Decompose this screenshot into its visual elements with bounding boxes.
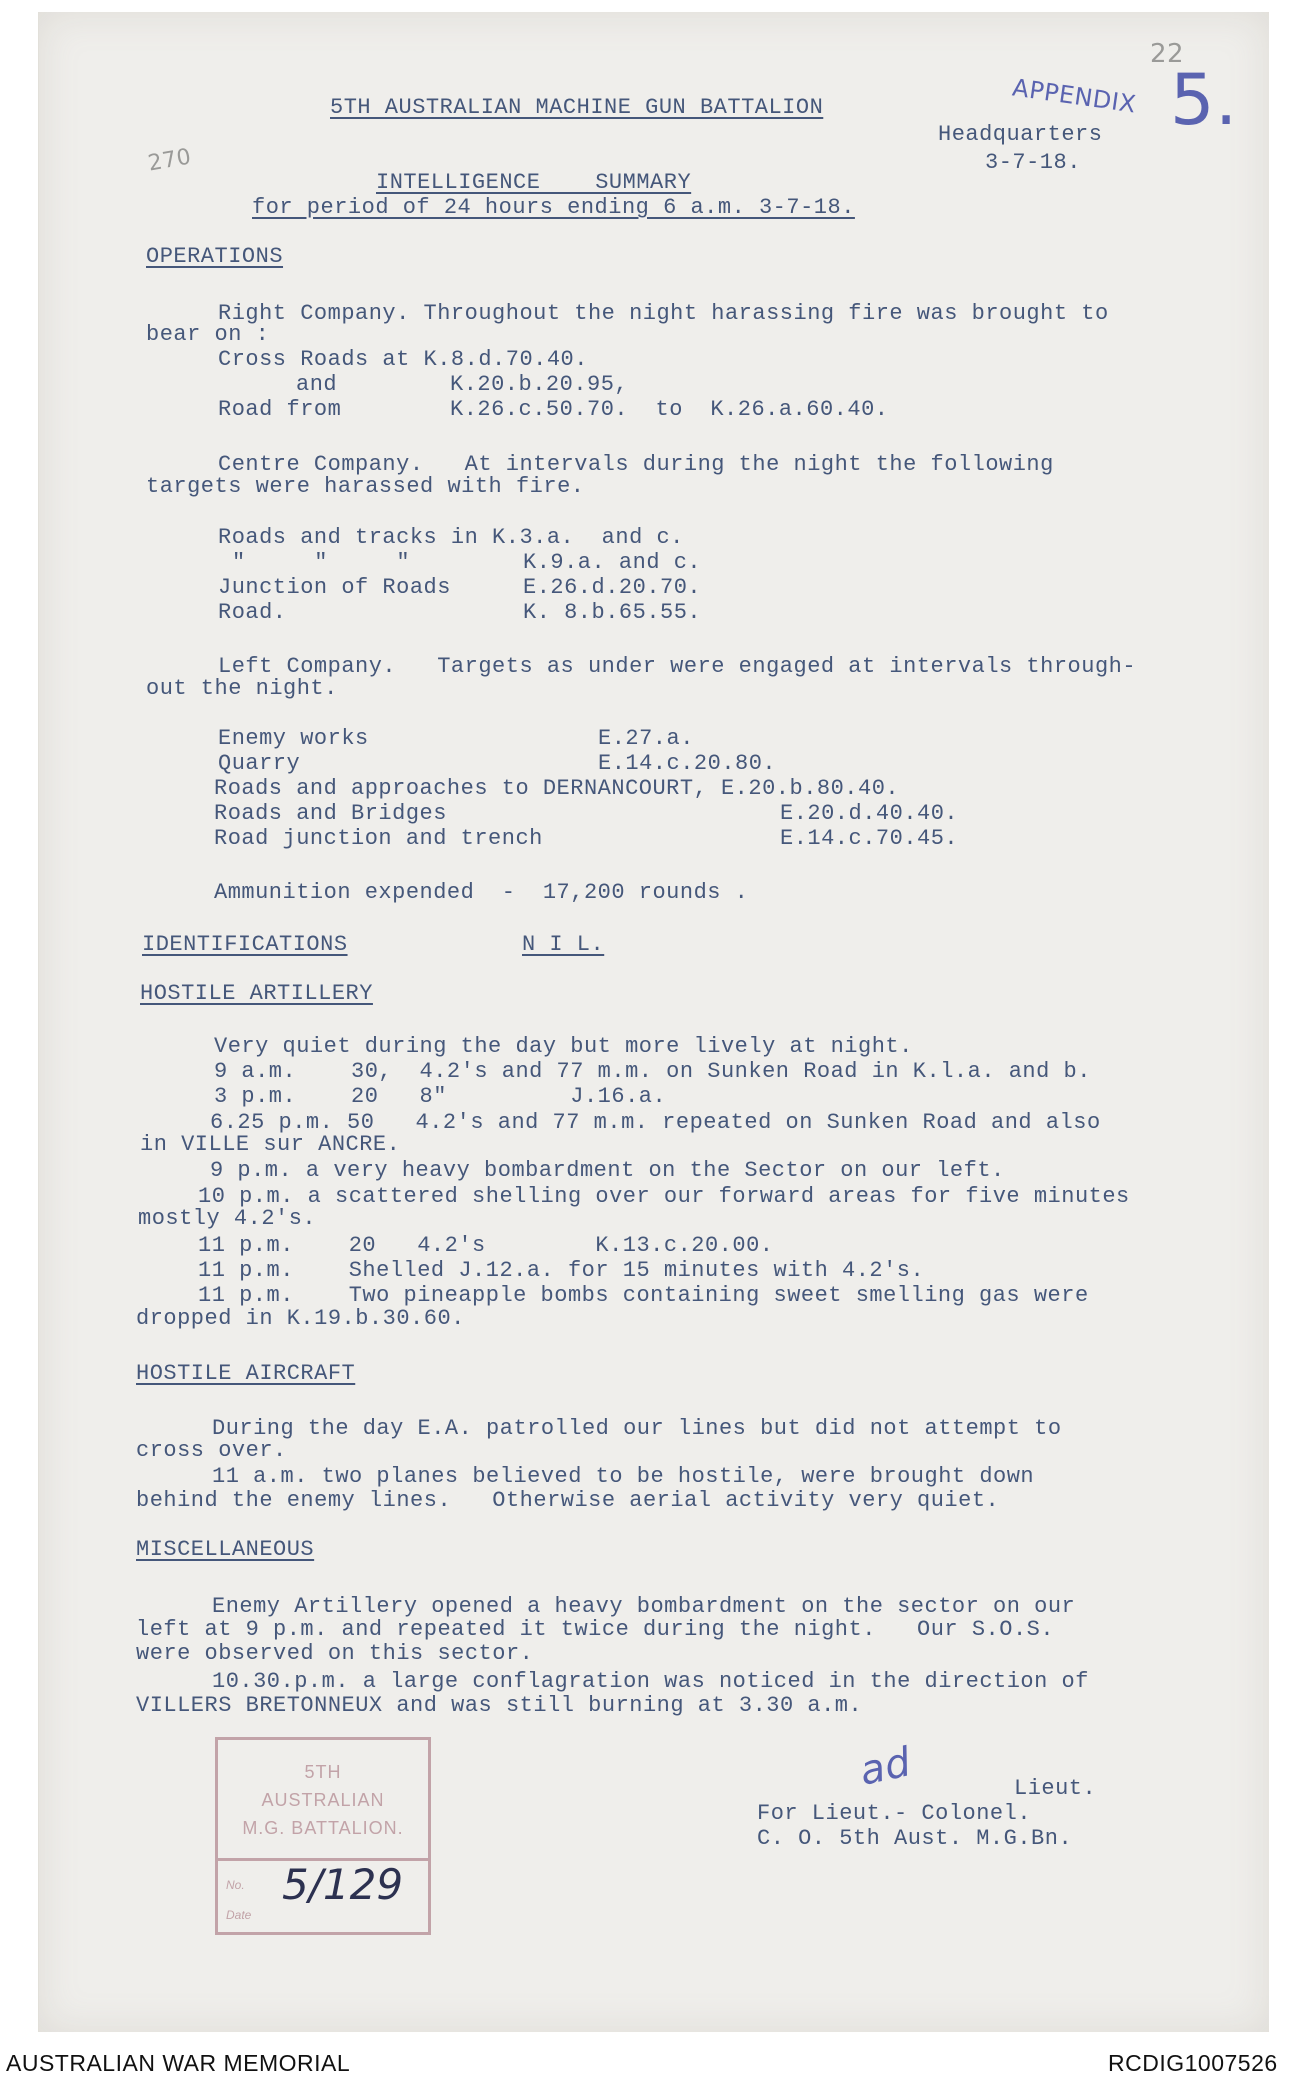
artillery-line: 11 p.m. 20 4.2's K.13.c.20.00.: [198, 1233, 774, 1258]
ops-right-line: Cross Roads at K.8.d.70.40.: [218, 347, 588, 372]
ops-left-line: E.14.c.20.80.: [598, 751, 777, 776]
ops-right-line: Road from: [218, 397, 342, 422]
stamp-line: M.G. BATTALION.: [242, 1818, 404, 1838]
artillery-line: 11 p.m. Two pineapple bombs containing sweet smelling gas were: [198, 1283, 1089, 1308]
ammunition-expended: Ammunition expended - 17,200 rounds .: [214, 880, 749, 905]
footer-archive: AUSTRALIAN WAR MEMORIAL: [6, 2050, 351, 2076]
ops-left-line: Road junction and trench: [214, 826, 543, 851]
archive-mark: 270: [146, 144, 194, 177]
identifications-heading: IDENTIFICATIONS: [142, 932, 348, 957]
ops-right-line: and: [296, 372, 338, 397]
summary-subtitle: for period of 24 hours ending 6 a.m. 3-7-18.: [252, 195, 855, 220]
ops-left-line: Enemy works: [218, 726, 369, 751]
identifications-value: N I L.: [522, 932, 605, 957]
artillery-heading: HOSTILE ARTILLERY: [140, 981, 373, 1006]
ops-centre-line: Centre Company. At intervals during the night the following: [218, 452, 1054, 477]
stamp-line: AUSTRALIAN: [261, 1790, 385, 1810]
ops-left-line: Quarry: [218, 751, 301, 776]
ops-right-line: bear on :: [146, 322, 270, 347]
hq-date: 3-7-18.: [985, 150, 1081, 175]
ops-right-line: Right Company. Throughout the night harassing fire was brought to: [218, 301, 1109, 326]
artillery-line: 9 p.m. a very heavy bombardment on the Sector on our left.: [210, 1158, 1005, 1183]
page-number: 22: [1150, 39, 1185, 69]
misc-line: left at 9 p.m. and repeated it twice during the night. Our S.O.S.: [136, 1617, 1055, 1642]
unit-heading: 5TH AUSTRALIAN MACHINE GUN BATTALION: [330, 95, 824, 120]
ops-centre-line: K.9.a. and c.: [523, 550, 702, 575]
ops-left-line: E.20.d.40.40.: [780, 801, 959, 826]
ops-left-line: Roads and Bridges: [214, 801, 447, 826]
artillery-line: 11 p.m. Shelled J.12.a. for 15 minutes with 4.2's.: [198, 1258, 925, 1283]
aircraft-line: behind the enemy lines. Otherwise aerial activity very quiet.: [136, 1488, 1000, 1513]
ops-centre-line: E.26.d.20.70.: [523, 575, 702, 600]
ops-centre-line: Junction of Roads: [218, 575, 451, 600]
misc-heading: MISCELLANEOUS: [136, 1537, 315, 1562]
appendix-number: 5.: [1170, 59, 1238, 141]
stamp-date-label: Date: [226, 1908, 252, 1922]
ops-left-line: E.14.c.70.45.: [780, 826, 959, 851]
artillery-line: dropped in K.19.b.30.60.: [136, 1306, 465, 1331]
artillery-line: 10 p.m. a scattered shelling over our forward areas for five minutes: [198, 1184, 1130, 1209]
aircraft-line: cross over.: [136, 1438, 287, 1463]
ops-left-line: Roads and approaches to DERNANCOURT, E.20.b.80.40.: [214, 776, 900, 801]
ops-left-line: E.27.a.: [598, 726, 694, 751]
signature-for: For Lieut.- Colonel.: [757, 1801, 1032, 1826]
ops-centre-line: Roads and tracks in K.3.a. and c.: [218, 525, 684, 550]
artillery-line: mostly 4.2's.: [138, 1206, 317, 1231]
signature-co: C. O. 5th Aust. M.G.Bn.: [757, 1826, 1073, 1851]
summary-title: INTELLIGENCE SUMMARY: [376, 170, 692, 195]
operations-heading: OPERATIONS: [146, 244, 284, 269]
ops-left-line: Left Company. Targets as under were engaged at intervals through-: [218, 654, 1137, 679]
misc-line: were observed on this sector.: [136, 1641, 534, 1666]
aircraft-line: 11 a.m. two planes believed to be hostile, were brought down: [212, 1464, 1035, 1489]
aircraft-heading: HOSTILE AIRCRAFT: [136, 1361, 356, 1386]
aircraft-line: During the day E.A. patrolled our lines but did not attempt to: [212, 1416, 1062, 1441]
ops-right-line: K.26.c.50.70. to K.26.a.60.40.: [450, 397, 889, 422]
hq-label: Headquarters: [938, 122, 1103, 147]
footer-id: RCDIG1007526: [1108, 2050, 1278, 2076]
misc-line: 10.30.p.m. a large conflagration was noticed in the direction of: [212, 1669, 1089, 1694]
misc-line: Enemy Artillery opened a heavy bombardment on the sector on our: [212, 1594, 1076, 1619]
ops-right-line: K.20.b.20.95,: [450, 372, 629, 397]
battalion-stamp: [215, 1737, 431, 1935]
stamp-line: 5TH: [304, 1762, 342, 1782]
stamp-no-label: No.: [226, 1878, 245, 1892]
artillery-line: in VILLE sur ANCRE.: [140, 1132, 401, 1157]
artillery-line: 6.25 p.m. 50 4.2's and 77 m.m. repeated on Sunken Road and also: [210, 1110, 1101, 1135]
artillery-line: 3 p.m. 20 8" J.16.a.: [214, 1084, 667, 1109]
artillery-line: 9 a.m. 30, 4.2's and 77 m.m. on Sunken Road in K.l.a. and b.: [214, 1059, 1091, 1084]
artillery-line: Very quiet during the day but more lively at night.: [214, 1034, 913, 1059]
ops-centre-line: targets were harassed with fire.: [146, 474, 585, 499]
ops-centre-line: K. 8.b.65.55.: [523, 600, 702, 625]
ops-centre-line: Road.: [218, 600, 287, 625]
ops-centre-line: " " ": [232, 550, 411, 575]
appendix-label: APPENDIX: [1010, 73, 1138, 119]
signature-rank: Lieut.: [1014, 1776, 1097, 1801]
stamp-number: 5/129: [282, 1860, 404, 1909]
ops-left-line: out the night.: [146, 676, 338, 701]
signature-initials: ad: [855, 1739, 916, 1795]
misc-line: VILLERS BRETONNEUX and was still burning at 3.30 a.m.: [136, 1693, 863, 1718]
